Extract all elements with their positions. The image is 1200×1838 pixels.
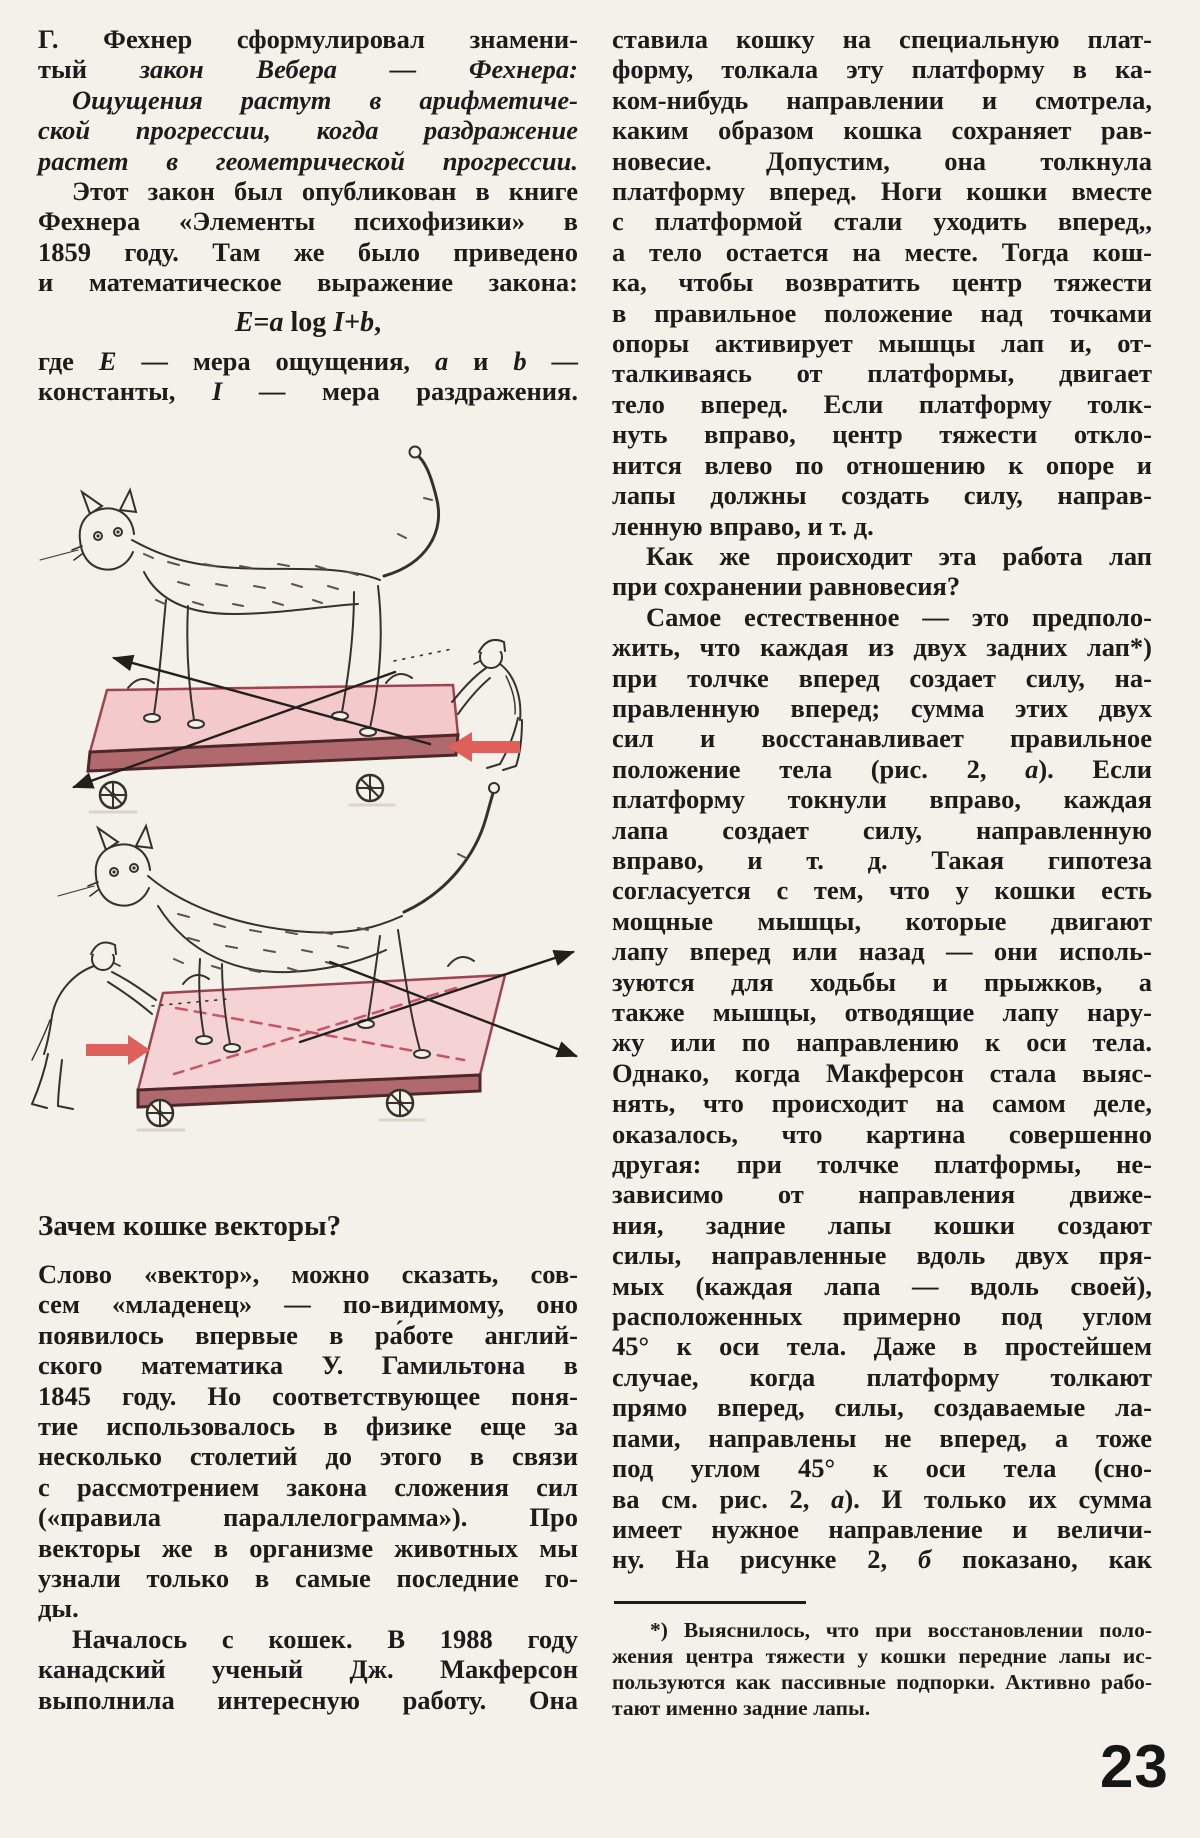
paragraph [38,346,578,407]
text-line [612,693,1152,723]
text-segment: силы, направленные вдоль двух пря- [612,1240,1152,1271]
text-segment: где [38,345,99,376]
text-line [612,85,1152,115]
person-arm [458,678,490,714]
text-segment: форму, толкала эту платформу в ка- [612,54,1152,85]
text-line [612,1453,1152,1483]
text-segment: зуются для ходьбы и прыжков, а [612,966,1152,997]
text-line [612,997,1152,1027]
text-line [612,1301,1152,1331]
text-segment: ского математика У. Гамильтона в [38,1350,578,1381]
text-segment: Слово «вектор», можно сказать, сов- [38,1259,578,1289]
text-segment: платформу токнули вправо, каждая [612,784,1152,815]
person-leg [32,1054,48,1104]
text-segment: ленную вправо, и т. д. [612,510,874,541]
italic-text: а [831,1483,845,1514]
text-line [38,176,578,206]
text-line [612,784,1152,814]
person-back [500,664,520,720]
figure-cats-on-wheeled-platforms [28,414,608,1169]
text-segment: случае, когда платформу толкают [612,1361,1152,1392]
text-line [38,1502,578,1532]
text-segment: опоры активирует мышцы лап и, от- [612,328,1152,359]
cat-paw [144,714,160,722]
text-segment: ды. [38,1593,79,1624]
right-column [612,24,1152,1721]
cat-ear [136,826,152,848]
text-segment: и [448,345,514,376]
push-arrow-icon [86,1035,150,1065]
text-segment: расположенных примерно под углом [612,1301,1152,1332]
text-line [38,1593,578,1623]
italic-text: b [513,345,527,376]
text-line [38,1411,578,1441]
paragraph [38,176,578,298]
text-segment: лапы должны создать силу, направ- [612,480,1152,511]
wheel-icon [357,775,383,801]
text-segment: ставила кошку на специальную плат- [612,24,1152,54]
text-segment: 1859 году. Там же было приведено [38,236,578,267]
text-line [612,1331,1152,1361]
text-segment: канадский ученый Дж. Макферсон [38,1654,578,1685]
text-line [38,1259,578,1289]
text-segment: мощные мышцы, которые двигают [612,905,1152,936]
text-line [612,1514,1152,1544]
text-line [38,237,578,267]
text-segment: 1845 году. Но соответствующее поня- [38,1380,578,1411]
section-heading: Зачем кошке векторы? [38,1210,342,1242]
text-line [612,1392,1152,1422]
cat-head [96,844,150,905]
italic-text: a [269,306,284,338]
text-line [612,1484,1152,1514]
text-line [612,602,1152,632]
cat-back [148,876,402,933]
cat-head [80,508,134,569]
italic-text: Ощущения растут в арифметиче- [72,84,578,115]
text-line [612,206,1152,236]
text-line [38,54,578,84]
text-line [612,146,1152,176]
text-line [38,1654,578,1684]
text-segment: правленную вперед; сумма этих двух [612,692,1152,723]
person-arm [108,982,152,1014]
text-segment: Г. Фехнер сформулировал знамени- [38,24,578,54]
text-line [612,328,1152,358]
text-line [38,1441,578,1471]
text-line [612,1423,1152,1453]
text-segment: — мера раздражения. [222,376,578,407]
text-segment: Как же происходит эта работа лап [646,540,1152,571]
gaze-dotted-line [394,649,452,661]
italic-text: закон Вебера — Фехнера: [139,54,578,85]
text-segment: тие использовалось в физике еще за [38,1411,578,1442]
paragraph [38,1259,578,1624]
text-segment: ). И только их сумма [844,1483,1152,1514]
far-wheel-icon [386,674,412,683]
text-segment: вправо, и т. д. Такая гипотеза [612,844,1152,875]
text-line [612,176,1152,206]
text-segment: ния, задние лапы кошки создают [612,1209,1152,1240]
text-line [38,206,578,236]
text-segment: тый [38,54,140,85]
footnote-rule [614,1601,806,1604]
cat-paw [188,720,204,728]
text-segment: 45° к оси тела. Даже в простейшем [612,1331,1152,1362]
text-line [38,1563,578,1593]
text-line [612,419,1152,449]
cat-paw [224,1044,240,1052]
text-segment: и математическое выражение закона: [38,267,578,298]
italic-text: ской прогрессии, когда раздражение [38,115,578,146]
text-segment: положение тела (рис. 2, [612,753,1026,784]
text-segment: жения центра тяжести у кошки передние лапы ис- [612,1643,1152,1668]
person-leg [58,1060,62,1106]
italic-text: E [234,306,254,338]
text-segment: лапа создает силу, направленную [612,814,1152,845]
paragraph [38,24,578,85]
text-line [612,1149,1152,1179]
text-segment: ). Если [1038,753,1153,784]
wheel-icon [387,1090,413,1116]
italic-text: b [360,306,375,338]
text-segment: ва см. рис. 2, [612,1483,832,1514]
text-segment: с рассмотрением закона сложения сил [38,1471,578,1502]
text-segment: при сохранении равновесия? [612,571,961,602]
text-segment: сил и восстанавливает правильное [612,723,1152,754]
text-line [38,376,578,406]
text-line [612,1362,1152,1392]
text-segment: пользуются как пассивные подпорки. Активно рабо- [612,1669,1152,1694]
cat-ear [120,490,136,512]
text-line [612,1088,1152,1118]
text-segment: новесие. Допустим, она толкнула [612,145,1152,176]
text-segment: показано, как [931,1544,1152,1575]
text-line [612,1058,1152,1088]
text-line [38,267,578,297]
text-segment: ка, чтобы возвратить центр тяжести [612,267,1152,298]
text-segment: сем «младенец» — по-видимому, оно [38,1289,578,1320]
italic-text: I [333,306,345,338]
page-number: 23 [1100,1733,1169,1800]
text-line [38,85,578,115]
cat-tail-tip [489,783,499,793]
text-line [612,358,1152,388]
text-segment: имеет нужное направление и величи- [612,1513,1152,1544]
text-segment: константы, [38,376,212,407]
text-segment: векторы же в организме животных мы [38,1532,578,1563]
text-segment: мых (каждая лапа — вдоль своей), [612,1270,1152,1301]
text-line [612,1695,1152,1721]
text-line [612,571,1152,601]
cat-belly [144,572,358,614]
italic-text: a [434,345,449,376]
far-wheel-icon [183,975,209,984]
person-face [114,963,120,966]
left-column-top [38,24,578,406]
text-line [612,1271,1152,1301]
text-line [612,663,1152,693]
text-line [38,1350,578,1380]
text-line [612,845,1152,875]
text-line [612,1643,1152,1669]
text-line [38,1533,578,1563]
left-column-bottom [38,1204,578,1715]
person-arm [112,972,156,1000]
text-segment: несколько столетий до этого в связи [38,1441,578,1472]
cat-fur [144,498,432,606]
text-segment: жить, что каждая из двух задних лап*) [612,632,1152,663]
text-segment: («правила параллелограмма»). Про [38,1502,578,1533]
text-line [612,1119,1152,1149]
person-foot [32,1104,73,1109]
cat-paw [414,1050,430,1058]
text-line [38,1624,578,1654]
text-line [612,632,1152,662]
text-line [38,115,578,145]
text-segment: жу или по направлению к оси тела. [612,1027,1152,1058]
text-segment: Однако, когда Макферсон стала выяс- [612,1057,1152,1088]
paragraph [38,85,578,176]
text-segment: появилось впервые в ра́боте англий- [38,1319,578,1350]
platform [138,957,505,1130]
person-foot [487,764,516,770]
text-segment: а тело остается на месте. Тогда кош- [612,236,1152,267]
italic-text: E [98,345,117,376]
text-segment: ком-нибудь направлении и смотрела, [612,84,1152,115]
text-segment: согласуется с тем, что у кошки есть [612,875,1152,906]
paragraph [612,541,1152,602]
far-wheel-icon [448,957,474,966]
text-segment: Этот закон был опубликован в книге [72,176,578,207]
text-segment: талкиваясь от платформы, двигает [612,358,1152,389]
text-segment: log [283,306,334,338]
text-line [612,754,1152,784]
text-line [612,298,1152,328]
text-segment: прямо вперед, силы, создаваемые ла- [612,1392,1152,1423]
text-line [612,936,1152,966]
text-segment: тают именно задние лапы. [612,1695,871,1720]
text-line [38,1685,578,1715]
text-segment: Фехнера «Элементы психофизики» в [38,206,578,237]
text-line [612,875,1152,905]
italic-text: б [917,1544,932,1575]
cat-fur [174,854,466,972]
text-line [612,267,1152,297]
paragraph [38,1624,578,1715]
italic-text: растет в геометрической прогрессии. [38,145,578,176]
text-line [612,480,1152,510]
text-line [612,1240,1152,1270]
text-line [612,1544,1152,1574]
text-segment: нять, что происходит на самом деле, [612,1088,1152,1119]
text-line [612,1669,1152,1695]
text-segment: ну. На рисунке 2, [612,1544,918,1575]
cat-back [132,540,380,580]
text-segment: при толчке вперед создает силу, на- [612,662,1152,693]
text-segment: Началось с кошек. В 1988 году [72,1623,578,1654]
cat-tail-tip [410,447,421,458]
far-wheel-icon [128,679,154,688]
text-line [612,54,1152,84]
text-line [612,967,1152,997]
text-segment: = [253,306,270,338]
platform [88,674,458,812]
text-line [38,1472,578,1502]
text-line [612,24,1152,54]
text-segment: выполнила интересную работу. Она [38,1684,578,1715]
text-line [612,389,1152,419]
text-line [38,146,578,176]
text-segment: тело вперед. Если платформу толк- [612,388,1152,419]
text-line [612,1027,1152,1057]
text-segment: также мышцы, отводящие лапу нару- [612,997,1152,1027]
text-line [612,1179,1152,1209]
illustration-platform-pushed-left [40,447,522,813]
text-line [612,237,1152,267]
cat-whiskers [40,550,78,560]
italic-text: I [211,376,223,407]
text-segment: — [526,345,579,376]
text-segment: Самое естественное — это предполо- [646,601,1152,632]
footnote [612,1601,1152,1721]
text-segment: каким образом кошка сохраняет рав- [612,115,1152,146]
text-segment: — мера ощущения, [116,345,435,376]
text-line [612,450,1152,480]
text-segment: с платформой стали уходить вперед,, [612,206,1152,237]
text-line [612,906,1152,936]
paragraph [612,24,1152,541]
cat-whiskers [58,886,94,896]
text-segment: оказалось, что картина совершенно [612,1118,1152,1149]
text-segment: узнали только в самые последние го- [38,1563,578,1594]
text-segment: + [344,306,361,338]
formula [38,307,578,339]
text-segment: нуть вправо, центр тяжести откло- [612,419,1152,450]
text-line [612,815,1152,845]
cat-paw [196,1036,212,1044]
text-line [38,1320,578,1350]
text-segment: другая: при толчке платформы, не- [612,1149,1152,1180]
italic-text: а [1025,753,1039,784]
text-segment: пами, направлены не вперед, а тоже [612,1422,1152,1453]
text-line [38,346,578,376]
wheel-icon [100,782,126,808]
illustration-platform-pushed-right [32,783,576,1130]
text-segment: в правильное положение над точками [612,297,1152,328]
text-segment: под углом 45° к оси тела (сно- [612,1453,1152,1484]
text-line [612,511,1152,541]
text-segment: зависимо от направления движе- [612,1179,1152,1210]
person-cap [91,942,116,954]
text-line [38,24,578,54]
text-line [612,115,1152,145]
person-face [474,661,480,664]
text-line [612,723,1152,753]
text-line [612,1617,1152,1643]
text-segment: *) Выяснилось, что при восстановлении поло- [650,1617,1152,1642]
person-figure [32,942,156,1109]
person-back [44,966,94,1054]
text-line [38,1289,578,1319]
text-segment: нится влево по отношению к опоре и [612,449,1152,480]
text-line [38,1381,578,1411]
text-line [612,541,1152,571]
wheel-icon [147,1100,173,1126]
text-segment: платформу вперед. Ноги кошки вместе [612,176,1152,207]
text-segment: , [374,306,382,338]
text-line [612,1210,1152,1240]
text-segment: лапу вперед или назад — они исполь- [612,936,1152,967]
paragraph [612,602,1152,1575]
person-cap [479,640,505,652]
